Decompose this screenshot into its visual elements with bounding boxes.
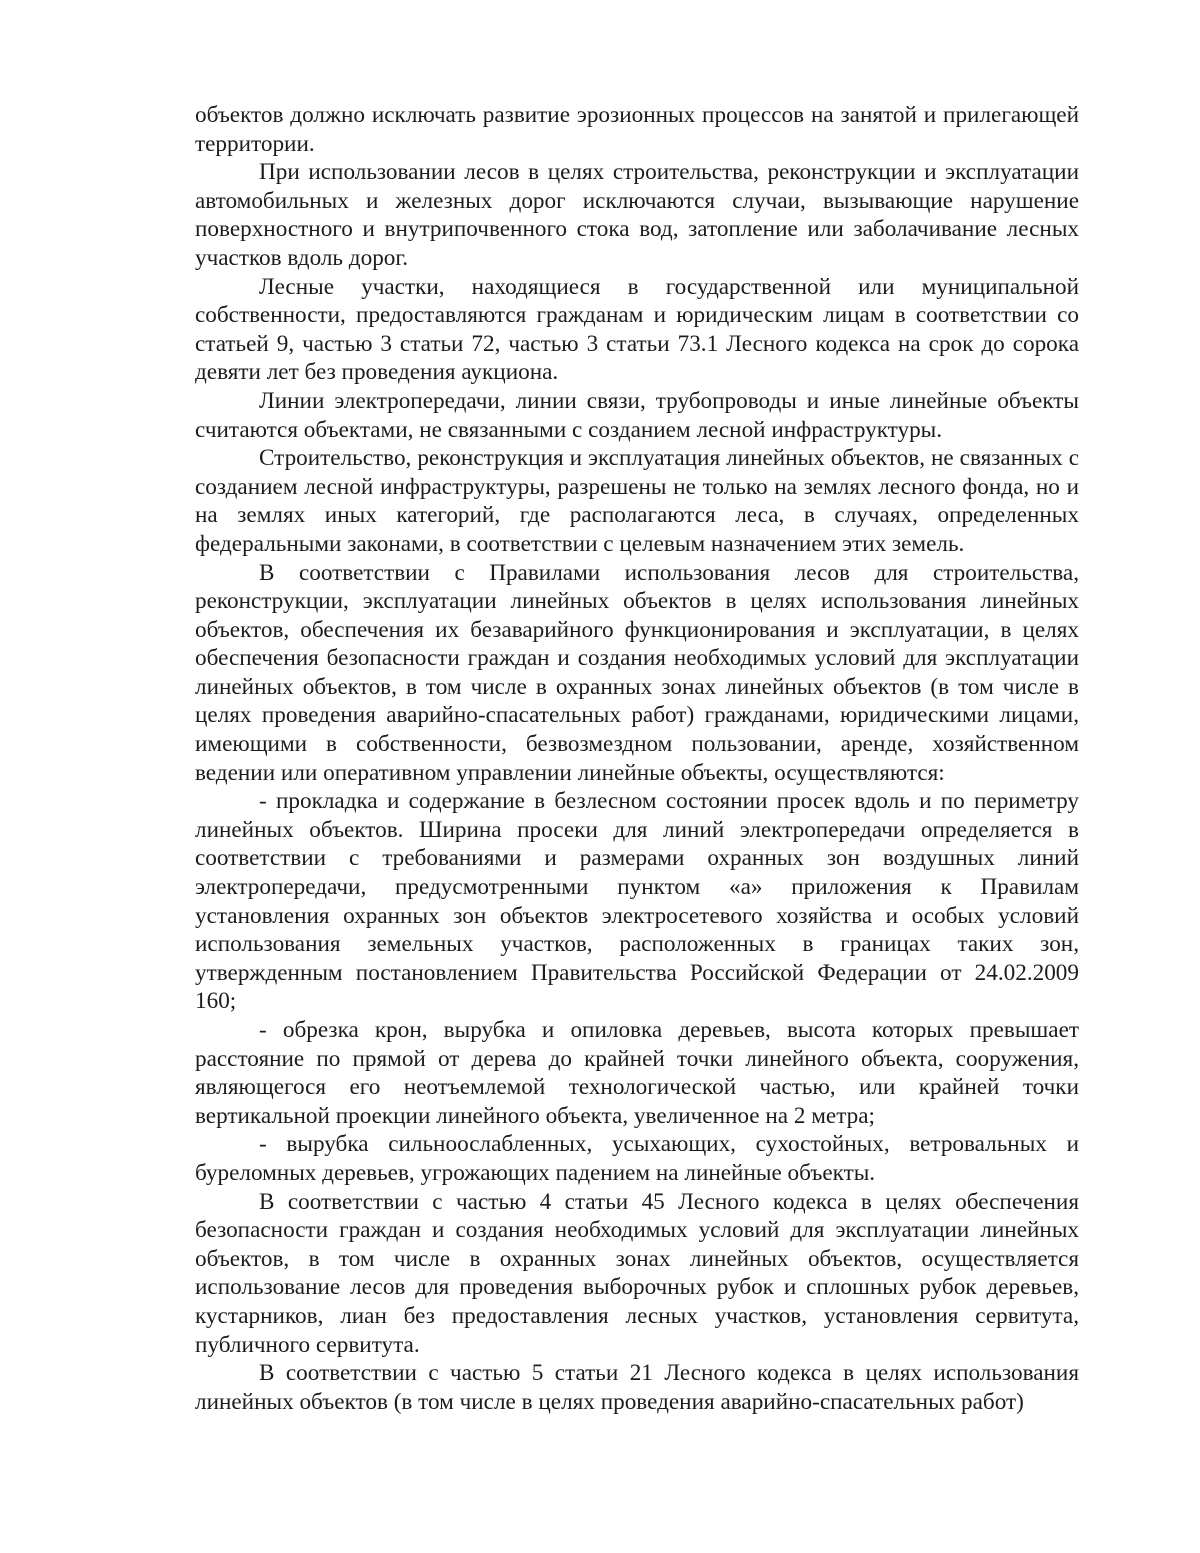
paragraph-article-45: В соответствии с частью 4 статьи 45 Лесного кодекса в целях обеспечения безопасности граждан и создания необходимых условий для эксплуатации линейных объектов, в том числе в охранных зонах линейных объектов, осуществляется использование лесов для проведения выборочных рубок и сплошных рубок деревьев, кустарников, лиан без предоставления лесных участков, установления сервитута, публичного сервитута. — [195, 1188, 1079, 1358]
paragraph-rules: В соответствии с Правилами использования лесов для строительства, реконструкции, эксплуатации линейных объектов в целях использования линейных объектов, обеспечения их безаварийного функционирования и эксплуатации, в целях обеспечения безопасности граждан и создания необходимых условий для эксплуатации линейных объектов, в том числе в охранных зонах линейных объектов (в том числе в целях проведения аварийно-спасательных работ) гражданами, юридическими лицами, имеющими в собственности, безвозмездном пользовании, аренде, хозяйственном ведении или оперативном управлении линейные объекты, осуществляются: — [195, 559, 1079, 786]
list-item-pruning: - обрезка крон, вырубка и опиловка деревьев, высота которых превышает расстояние по прямой от дерева до крайней точки линейного объекта, сооружения, являющегося его неотъемлемой технологической частью, или крайней точки вертикальной проекции линейного объекта, увеличенное на 2 метра; — [195, 1017, 1079, 1129]
paragraph-linear-objects: Линии электропередачи, линии связи, трубопроводы и иные линейные объекты считаются объектами, не связанными с созданием лесной инфраструктуры. — [195, 387, 1079, 443]
paragraph-construction: Строительство, реконструкция и эксплуатация линейных объектов, не связанных с созданием лесной инфраструктуры, разрешены не только на землях лесного фонда, но и на землях иных категорий, где располагаются леса, в случаях, определенных федеральными законами, в соответствии с целевым назначением этих земель. — [195, 445, 1079, 557]
list-item-felling: - вырубка сильноослабленных, усыхающих, сухостойных, ветровальных и буреломных деревьев, угрожающих падением на линейные объекты. — [195, 1131, 1079, 1186]
paragraph-roads: При использовании лесов в целях строительства, реконструкции и эксплуатации автомобильных и железных дорог исключаются случаи, вызывающие нарушение поверхностного и внутрипочвенного стока вод, затопление или заболачивание лесных участков вдоль дорог. — [195, 159, 1079, 271]
list-item-clearing: - прокладка и содержание в безлесном состоянии просек вдоль и по периметру линейных объектов. Ширина просеки для линий электропередачи определяется в соответствии с требованиями и размерами охранных зон воздушных линий электропередачи, предусмотренными пунктом «а» приложения к Правилам установления охранных зон объектов электросетевого хозяйства и особых условий использования земельных участков, расположенных в границах таких зон, утвержденным постановлением Правительства Российской Федерации от 24.02.2009 160; — [195, 788, 1079, 1015]
paragraph-forest-plots: Лесные участки, находящиеся в государственной или муниципальной собственности, предоставляются гражданам и юридическим лицам в соответствии со статьей 9, частью 3 статьи 72, частью 3 статьи 73.1 Лесного кодекса на срок до сорока девяти лет без проведения аукциона. — [195, 273, 1079, 386]
paragraph-continuation: объектов должно исключать развитие эрозионных процессов на занятой и прилегающей территории. — [195, 102, 1079, 157]
document-page — [195, 101, 1079, 1416]
paragraph-article-21: В соответствии с частью 5 статьи 21 Лесного кодекса в целях использования линейных объектов (в том числе в целях проведения аварийно-спасательных работ) — [195, 1360, 1079, 1415]
